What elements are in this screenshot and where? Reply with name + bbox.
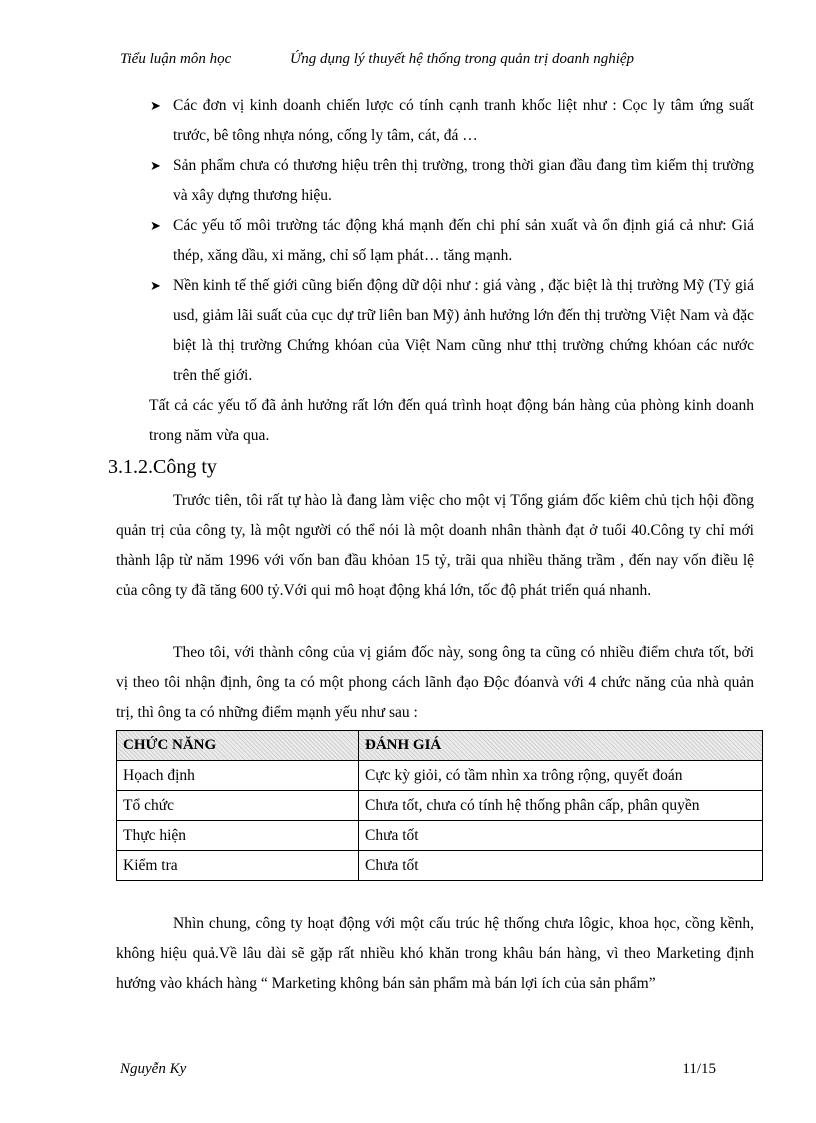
header-document-title: Ứng dụng lý thuyết hệ thống trong quản trị doanh nghiệp <box>290 51 635 67</box>
summary-paragraph: Tất cả các yếu tố đã ảnh hưởng rất lớn đến quá trình hoạt động bán hàng của phòng kinh doanh trong năm vừa qua. <box>149 397 754 444</box>
table-cell-function: Tổ chức <box>117 791 359 821</box>
table-cell-function: Họach định <box>117 761 359 791</box>
list-item <box>150 91 754 151</box>
list-item <box>150 151 754 211</box>
page-number: 11/15 <box>682 1061 716 1077</box>
table-row <box>117 791 763 821</box>
arrowhead-bullet-icon: ➤ <box>150 278 161 293</box>
list-item-text: Các yếu tố môi trường tác động khá mạnh đến chi phí sản xuất và ổn định giá cả như: Giá thép, xăng dầu, xi măng, chỉ số lạm phát… tăng mạnh. <box>173 217 754 264</box>
table-row <box>117 821 763 851</box>
table-row <box>117 761 763 791</box>
arrowhead-bullet-icon: ➤ <box>150 158 161 173</box>
column-header-function: CHỨC NĂNG <box>117 731 359 761</box>
table-row <box>117 851 763 881</box>
table-header-row <box>117 731 763 761</box>
table-cell-evaluation: Chưa tốt, chưa có tính hệ thống phân cấp, phân quyền <box>359 791 763 821</box>
arrowhead-bullet-icon: ➤ <box>150 98 161 113</box>
section-heading: 3.1.2.Công ty <box>108 456 217 478</box>
column-header-evaluation: ĐÁNH GIÁ <box>359 731 763 761</box>
list-item <box>150 271 754 391</box>
list-item-text: Nền kinh tế thế giới cũng biến động dữ dội như : giá vàng , đặc biệt là thị trường Mỹ (Tỷ giá usd, giảm lãi suất của cục dự trữ liên ban Mỹ) ảnh hưởng lớn đến thị trường Việt Nam và đặc biệt là thị trường Chứng khóan của Việt Nam cũng như tthị trường chứng khóan các nước trên thế giới. <box>173 277 754 384</box>
list-item-text: Sản phẩm chưa có thương hiệu trên thị trường, trong thời gian đầu đang tìm kiếm thị trường và xây dựng thương hiệu. <box>173 157 754 204</box>
bullet-list <box>150 91 754 391</box>
list-item <box>150 211 754 271</box>
table-cell-evaluation: Chưa tốt <box>359 851 763 881</box>
list-item-text: Các đơn vị kinh doanh chiến lược có tính cạnh tranh khốc liệt như : Cọc ly tâm ứng suất trước, bê tông nhựa nóng, cống ly tâm, cát, đá … <box>173 97 754 144</box>
table-cell-evaluation: Cực kỳ giỏi, có tầm nhìn xa trông rộng, quyết đoán <box>359 761 763 791</box>
leadership-paragraph: Theo tôi, với thành công của vị giám đốc này, song ông ta cũng có nhiều điểm chưa tốt, bởi vị theo tôi nhận định, ông ta có một phong cách lãnh đạo Độc đóanvà với 4 chức năng của nhà quản trị, thì ông ta có những điểm mạnh yếu như sau : <box>116 644 754 721</box>
footer-author: Nguyễn Ky <box>120 1061 187 1077</box>
header-course-label: Tiểu luận môn học <box>120 51 232 67</box>
evaluation-table <box>116 730 763 881</box>
page-footer <box>120 1058 720 1080</box>
page-header <box>120 48 720 70</box>
table-cell-function: Thực hiện <box>117 821 359 851</box>
table-cell-evaluation: Chưa tốt <box>359 821 763 851</box>
arrowhead-bullet-icon: ➤ <box>150 218 161 233</box>
conclusion-paragraph: Nhìn chung, công ty hoạt động với một cấu trúc hệ thống chưa lôgic, khoa học, cồng kềnh, không hiệu quả.Về lâu dài sẽ gặp rất nhiều khó khăn trong khâu bán hàng, vì theo Marketing định hướng vào khách hàng “ Marketing không bán sản phẩm mà bán lợi ích của sản phẩm” <box>116 915 754 992</box>
table-cell-function: Kiểm tra <box>117 851 359 881</box>
company-intro-paragraph: Trước tiên, tôi rất tự hào là đang làm việc cho một vị Tổng giám đốc kiêm chủ tịch hội đồng quản trị của công ty, là một người có thể nói là một doanh nhân thành đạt ở tuổi 40.Công ty chỉ mới thành lập từ năm 1996 với vốn ban đầu khỏan 15 tỷ, trãi qua nhiều thăng trầm , đến nay vốn điều lệ của công ty đã tăng 600 tỷ.Với qui mô hoạt động khá lớn, tốc độ phát triển quá nhanh. <box>116 492 754 599</box>
